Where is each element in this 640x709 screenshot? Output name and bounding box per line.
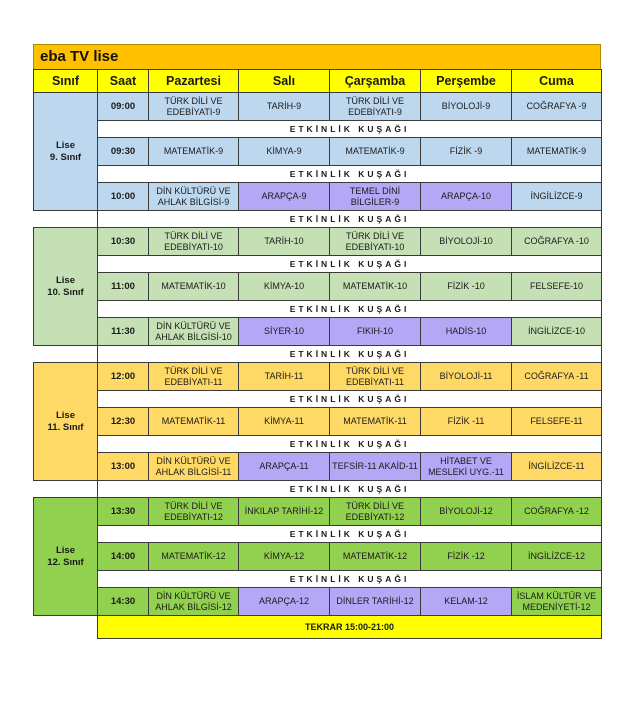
lesson-cell: TEMEL DİNİ BİLGİLER-9	[330, 183, 421, 211]
header-sali: Salı	[239, 70, 330, 93]
lesson-cell: TARİH-9	[239, 93, 330, 121]
lesson-cell: İNGİLİZCE-10	[512, 318, 602, 346]
lesson-cell: TÜRK DİLİ VE EDEBİYATI-10	[330, 228, 421, 256]
grade-label	[34, 93, 98, 211]
lesson-cell: TARİH-11	[239, 363, 330, 391]
table-row	[34, 318, 602, 346]
time-cell: 13:30	[98, 498, 149, 526]
table-row	[34, 498, 602, 526]
lesson-cell: TÜRK DİLİ VE EDEBİYATI-9	[330, 93, 421, 121]
lesson-cell: İNKILAP TARİHİ-12	[239, 498, 330, 526]
grade-label-line1: Lise	[55, 409, 75, 421]
table-row	[34, 138, 602, 166]
lesson-cell: KELAM-12	[421, 588, 512, 616]
lesson-cell: KİMYA-12	[239, 543, 330, 571]
table-row	[34, 588, 602, 616]
replay-row	[34, 616, 602, 639]
activity-band: ETKİNLİK KUŞAĞI	[98, 301, 602, 318]
lesson-cell: ARAPÇA-9	[239, 183, 330, 211]
time-cell: 09:30	[98, 138, 149, 166]
spacer-cell	[34, 211, 98, 228]
activity-band: ETKİNLİK KUŞAĞI	[98, 436, 602, 453]
grade-label-line1: Lise	[55, 139, 75, 151]
activity-band: ETKİNLİK KUŞAĞI	[98, 391, 602, 408]
grade-label-line1: Lise	[55, 544, 75, 556]
lesson-cell: BİYOLOJİ-9	[421, 93, 512, 121]
lesson-cell: TÜRK DİLİ VE EDEBİYATI-12	[330, 498, 421, 526]
grade-label	[34, 228, 98, 346]
lesson-cell: TÜRK DİLİ VE EDEBİYATI-10	[149, 228, 239, 256]
activity-band-row	[34, 301, 602, 318]
time-cell: 11:30	[98, 318, 149, 346]
lesson-cell: KİMYA-10	[239, 273, 330, 301]
lesson-cell: TARİH-10	[239, 228, 330, 256]
lesson-cell: FELSEFE-10	[512, 273, 602, 301]
activity-band: ETKİNLİK KUŞAĞI	[98, 166, 602, 183]
lesson-cell: TÜRK DİLİ VE EDEBİYATI-11	[330, 363, 421, 391]
grade-label-line2: 12. Sınıf	[47, 556, 84, 568]
lesson-cell: İSLAM KÜLTÜR VE MEDENİYETİ-12	[512, 588, 602, 616]
activity-band: ETKİNLİK KUŞAĞI	[98, 481, 602, 498]
lesson-cell: KİMYA-9	[239, 138, 330, 166]
table-row	[34, 228, 602, 256]
lesson-cell: FİZİK -11	[421, 408, 512, 436]
lesson-cell: COĞRAFYA -12	[512, 498, 602, 526]
time-cell: 12:00	[98, 363, 149, 391]
activity-band: ETKİNLİK KUŞAĞI	[98, 571, 602, 588]
time-cell: 10:30	[98, 228, 149, 256]
lesson-cell: DİNLER TARİHİ-12	[330, 588, 421, 616]
lesson-cell: COĞRAFYA -9	[512, 93, 602, 121]
activity-band-row	[34, 256, 602, 273]
lesson-cell: ARAPÇA-12	[239, 588, 330, 616]
lesson-cell: FİZİK -9	[421, 138, 512, 166]
grade-label-line2: 9. Sınıf	[49, 151, 82, 163]
activity-band: ETKİNLİK KUŞAĞI	[98, 211, 602, 228]
activity-band-row	[34, 346, 602, 363]
lesson-cell: MATEMATİK-10	[149, 273, 239, 301]
lesson-cell: DİN KÜLTÜRÜ VE AHLAK BİLGİSİ-10	[149, 318, 239, 346]
table-row	[34, 408, 602, 436]
lesson-cell: TÜRK DİLİ VE EDEBİYATI-9	[149, 93, 239, 121]
lesson-cell: MATEMATİK-11	[330, 408, 421, 436]
lesson-cell: TEFSİR-11 AKAİD-11	[330, 453, 421, 481]
lesson-cell: SİYER-10	[239, 318, 330, 346]
time-cell: 13:00	[98, 453, 149, 481]
activity-band: ETKİNLİK KUŞAĞI	[98, 121, 602, 138]
activity-band: ETKİNLİK KUŞAĞI	[98, 256, 602, 273]
lesson-cell: COĞRAFYA -11	[512, 363, 602, 391]
header-carsamba: Çarşamba	[330, 70, 421, 93]
lesson-cell: FELSEFE-11	[512, 408, 602, 436]
schedule-title: eba TV lise	[33, 44, 601, 69]
lesson-cell: TÜRK DİLİ VE EDEBİYATI-11	[149, 363, 239, 391]
grade-label-line2: 10. Sınıf	[47, 286, 84, 298]
header-saat: Saat	[98, 70, 149, 93]
spacer-cell	[34, 346, 98, 363]
activity-band-row	[34, 526, 602, 543]
table-row	[34, 273, 602, 301]
spacer-cell	[34, 481, 98, 498]
schedule-table	[33, 69, 602, 639]
header-pazartesi: Pazartesi	[149, 70, 239, 93]
grade-label-line1: Lise	[55, 274, 75, 286]
lesson-cell: MATEMATİK-11	[149, 408, 239, 436]
lesson-cell: MATEMATİK-9	[149, 138, 239, 166]
lesson-cell: MATEMATİK-12	[330, 543, 421, 571]
spacer-cell	[34, 616, 98, 639]
lesson-cell: DİN KÜLTÜRÜ VE AHLAK BİLGİSİ-9	[149, 183, 239, 211]
lesson-cell: İNGİLİZCE-12	[512, 543, 602, 571]
header-row	[34, 70, 602, 93]
lesson-cell: BİYOLOJİ-12	[421, 498, 512, 526]
time-cell: 11:00	[98, 273, 149, 301]
time-cell: 09:00	[98, 93, 149, 121]
time-cell: 14:30	[98, 588, 149, 616]
activity-band-row	[34, 121, 602, 138]
activity-band-row	[34, 436, 602, 453]
lesson-cell: ARAPÇA-11	[239, 453, 330, 481]
activity-band-row	[34, 571, 602, 588]
table-row	[34, 363, 602, 391]
grade-label	[34, 363, 98, 481]
table-row	[34, 543, 602, 571]
grade-label-line2: 11. Sınıf	[47, 421, 84, 433]
lesson-cell: HİTABET VE MESLEKİ UYG.-11	[421, 453, 512, 481]
lesson-cell: HADİS-10	[421, 318, 512, 346]
lesson-cell: FİZİK -10	[421, 273, 512, 301]
lesson-cell: ARAPÇA-10	[421, 183, 512, 211]
header-persembe: Perşembe	[421, 70, 512, 93]
lesson-cell: FIKIH-10	[330, 318, 421, 346]
time-cell: 10:00	[98, 183, 149, 211]
lesson-cell: İNGİLİZCE-9	[512, 183, 602, 211]
lesson-cell: TÜRK DİLİ VE EDEBİYATI-12	[149, 498, 239, 526]
lesson-cell: MATEMATİK-12	[149, 543, 239, 571]
lesson-cell: FİZİK -12	[421, 543, 512, 571]
time-cell: 12:30	[98, 408, 149, 436]
activity-band-row	[34, 211, 602, 228]
table-row	[34, 183, 602, 211]
activity-band: ETKİNLİK KUŞAĞI	[98, 526, 602, 543]
grade-label	[34, 498, 98, 616]
lesson-cell: İNGİLİZCE-11	[512, 453, 602, 481]
activity-band-row	[34, 391, 602, 408]
table-row	[34, 453, 602, 481]
lesson-cell: BİYOLOJİ-11	[421, 363, 512, 391]
activity-band: ETKİNLİK KUŞAĞI	[98, 346, 602, 363]
activity-band-row	[34, 481, 602, 498]
replay-label: TEKRAR 15:00-21:00	[98, 616, 602, 639]
lesson-cell: MATEMATİK-10	[330, 273, 421, 301]
lesson-cell: DİN KÜLTÜRÜ VE AHLAK BİLGİSİ-12	[149, 588, 239, 616]
lesson-cell: MATEMATİK-9	[512, 138, 602, 166]
header-sinif: Sınıf	[34, 70, 98, 93]
lesson-cell: COĞRAFYA -10	[512, 228, 602, 256]
lesson-cell: KİMYA-11	[239, 408, 330, 436]
table-row	[34, 93, 602, 121]
schedule-sheet	[33, 44, 601, 639]
lesson-cell: MATEMATİK-9	[330, 138, 421, 166]
lesson-cell: DİN KÜLTÜRÜ VE AHLAK BİLGİSİ-11	[149, 453, 239, 481]
time-cell: 14:00	[98, 543, 149, 571]
header-cuma: Cuma	[512, 70, 602, 93]
lesson-cell: BİYOLOJİ-10	[421, 228, 512, 256]
activity-band-row	[34, 166, 602, 183]
